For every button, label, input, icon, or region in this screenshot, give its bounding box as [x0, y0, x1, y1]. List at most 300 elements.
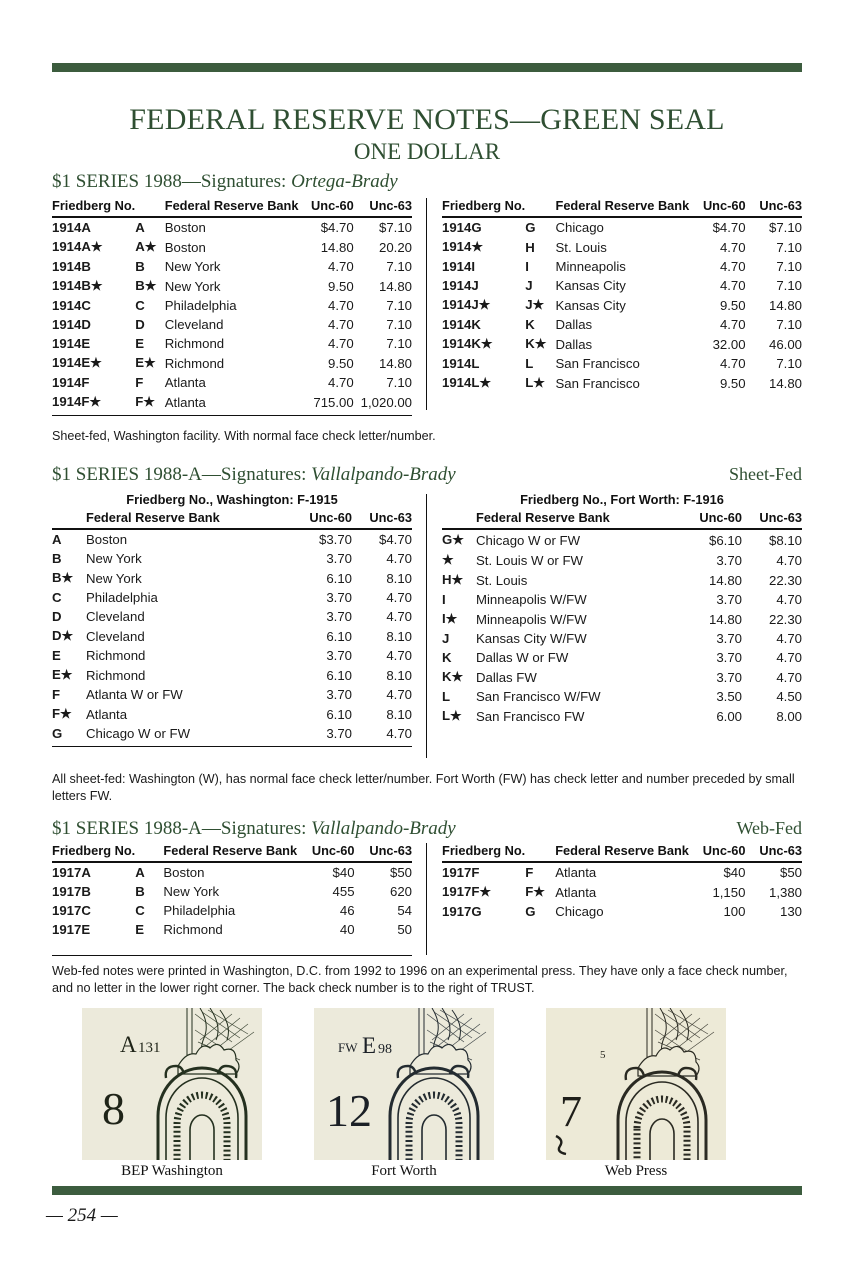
- cell-unc60: 4.70: [328, 375, 354, 390]
- cell-bank: New York: [86, 570, 142, 586]
- section-2-table-right: [442, 492, 802, 747]
- page-subtitle: ONE DOLLAR: [353, 139, 501, 164]
- specimen-image-fort-worth: [314, 1008, 494, 1160]
- cell-unc60: $40: [332, 865, 355, 880]
- col-header-letter: [525, 198, 555, 217]
- cell-letter: A: [52, 532, 62, 547]
- col-header-unc60: Unc-60: [689, 198, 745, 217]
- table-row: [442, 648, 802, 667]
- cell-unc60: 32.00: [712, 336, 746, 352]
- cell-unc63: 7.10: [776, 259, 802, 274]
- cell-bank: Cleveland: [164, 317, 224, 332]
- cell-letter: E: [52, 648, 61, 663]
- col-header-bank: Federal Reserve Bank: [165, 198, 299, 217]
- cell-unc63: $4.70: [378, 532, 412, 547]
- cell-unc60: 14.80: [320, 239, 354, 255]
- table-row: [52, 862, 412, 882]
- cell-fr: 1914C: [52, 298, 91, 313]
- cell-bank: Boston: [163, 865, 205, 880]
- cell-letter: K★: [442, 669, 464, 684]
- cell-unc63: 4.70: [386, 687, 412, 702]
- section-2-subheader-left: Friedberg No., Washington: F-1915: [126, 492, 338, 507]
- table-row: [442, 315, 802, 334]
- col-header-unc63: Unc-63: [742, 510, 802, 529]
- section-3-tables: [52, 843, 802, 956]
- cell-unc60: 6.10: [326, 628, 352, 644]
- section-2-table-left: [52, 492, 412, 747]
- cell-letter: G: [52, 726, 63, 741]
- cell-unc63: 7.10: [386, 336, 412, 351]
- table-row: [52, 626, 412, 646]
- cell-unc60: 3.70: [326, 551, 352, 566]
- cell-letter: K: [442, 650, 452, 665]
- table-row: [52, 704, 412, 724]
- cell-letter: ★: [442, 552, 454, 567]
- cell-fr: 1914A★: [52, 239, 103, 254]
- cell-unc60: 3.70: [716, 631, 742, 646]
- cell-bank: Dallas FW: [476, 669, 537, 685]
- banknote-detail-graphic: [82, 1008, 262, 1160]
- cell-bank: St. Louis: [476, 572, 528, 588]
- section-2-subheader-right: Friedberg No., Fort Worth: F-1916: [520, 492, 724, 507]
- col-header-unc63: Unc-63: [746, 198, 802, 217]
- cell-letter: J: [525, 278, 533, 293]
- cell-bank: Philadelphia: [163, 903, 236, 918]
- cell-unc60: 4.70: [328, 336, 354, 351]
- table-row: [52, 257, 412, 276]
- section-1-heading-prefix: $1 SERIES 1988—Signatures:: [52, 171, 292, 192]
- table-body: [442, 862, 802, 921]
- table-row: [52, 588, 412, 607]
- table-row: [52, 724, 412, 743]
- col-header-unc60: Unc-60: [290, 510, 352, 529]
- check-prefix-text: FW: [338, 1040, 358, 1055]
- col-header-letter: [525, 843, 555, 862]
- cell-letter: K: [525, 317, 535, 332]
- cell-unc60: 9.50: [719, 297, 746, 313]
- section-2-footnote: All sheet-fed: Washington (W), has normal face check letter/number. Fort Worth (FW) has check letter and number preceded by small letters FW.: [52, 772, 795, 803]
- cell-unc63: 4.70: [776, 669, 802, 685]
- cell-letter: C: [135, 298, 145, 313]
- cell-bank: Dallas: [555, 317, 593, 332]
- cell-letter: D★: [52, 628, 74, 643]
- table-row: [52, 646, 412, 665]
- cell-unc63: 50: [397, 922, 412, 937]
- cell-unc63: 4.70: [386, 590, 412, 605]
- table-bottom-rule: [52, 955, 412, 956]
- cell-unc60: 40: [339, 922, 355, 937]
- cell-unc63: 22.30: [768, 611, 802, 627]
- cell-fr: 1914I: [442, 259, 476, 274]
- banknote-detail-graphic: [314, 1008, 494, 1160]
- cell-bank: Atlanta: [86, 706, 128, 722]
- cell-unc60: 14.80: [708, 572, 742, 588]
- cell-letter: L: [442, 689, 451, 704]
- cell-letter: J: [442, 631, 450, 646]
- cell-letter: H★: [442, 572, 464, 587]
- cell-unc63: 4.70: [386, 726, 412, 741]
- col-header-bank: Federal Reserve Bank: [476, 510, 680, 529]
- cell-bank: Minneapolis W/FW: [476, 592, 587, 607]
- table-row: [52, 334, 412, 353]
- cell-unc63: 4.70: [776, 631, 802, 646]
- table-row: [52, 315, 412, 334]
- cell-letter: D: [135, 317, 145, 332]
- table-row: [52, 237, 412, 257]
- col-header-bank: Federal Reserve Bank: [163, 843, 297, 862]
- specimen-gallery: [52, 1008, 802, 1163]
- cell-unc60: 6.10: [326, 570, 352, 586]
- table-row: [442, 667, 802, 687]
- cell-unc60: 3.70: [716, 650, 742, 665]
- serial-digit-text: 7: [560, 1087, 582, 1136]
- column-divider: [426, 843, 427, 955]
- cell-fr: 1914K★: [442, 336, 493, 351]
- table-row: [442, 217, 802, 237]
- section-2-right-label: Sheet-Fed: [729, 464, 802, 484]
- cell-fr: 1914★: [442, 239, 484, 254]
- table-row: [52, 882, 412, 901]
- cell-unc63: 46.00: [768, 336, 802, 352]
- col-header-bank: Federal Reserve Bank: [555, 843, 689, 862]
- cell-unc63: $50: [389, 865, 412, 880]
- cell-fr: 1914L★: [442, 375, 492, 390]
- check-letter-text: A: [120, 1032, 137, 1057]
- table-row: [442, 629, 802, 648]
- cell-bank: New York: [164, 259, 221, 274]
- col-header-unc63: Unc-63: [352, 510, 412, 529]
- cell-bank: Philadelphia: [164, 298, 237, 313]
- cell-unc60: 3.70: [716, 592, 742, 607]
- check-letter-text: E: [362, 1033, 377, 1058]
- price-table: [52, 843, 412, 939]
- table-row: [442, 334, 802, 354]
- check-number-text: 98: [378, 1042, 392, 1057]
- section-3-signatures: Vallalpando-Brady: [311, 818, 456, 839]
- cell-unc63: 7.10: [776, 317, 802, 332]
- cell-letter: J★: [525, 297, 545, 312]
- cell-unc63: 8.10: [386, 628, 412, 644]
- cell-bank: Atlanta W or FW: [86, 687, 183, 702]
- cell-bank: Atlanta: [555, 865, 597, 880]
- cell-unc63: 7.10: [386, 259, 412, 274]
- cell-unc63: 8.00: [776, 708, 802, 724]
- table-row: [52, 665, 412, 685]
- section-3-heading-prefix: $1 SERIES 1988-A—Signatures:: [52, 818, 312, 839]
- cell-fr: 1917A: [52, 865, 91, 880]
- cell-unc63: 4.70: [386, 551, 412, 566]
- col-header-letter: [52, 510, 86, 529]
- table-row: [52, 296, 412, 315]
- section-1-table-right: [442, 198, 802, 416]
- cell-letter: L: [525, 356, 534, 371]
- price-table: [52, 510, 412, 743]
- cell-bank: New York: [86, 551, 142, 566]
- bottom-rule: [52, 1186, 802, 1195]
- table-body: [52, 862, 412, 939]
- cell-bank: Chicago W or FW: [86, 726, 191, 741]
- top-rule: [52, 63, 802, 72]
- cell-fr: 1917G: [442, 904, 482, 919]
- cell-unc60: 46: [339, 903, 355, 918]
- cell-letter: I: [525, 259, 529, 274]
- section-1-tables: [52, 198, 802, 416]
- cell-bank: Richmond: [164, 355, 225, 371]
- cell-unc63: 8.10: [386, 706, 412, 722]
- cell-fr: 1914B: [52, 259, 91, 274]
- cell-letter: B: [135, 259, 145, 274]
- cell-unc60: 3.70: [326, 590, 352, 605]
- cell-letter: L★: [525, 375, 546, 390]
- serial-digit-text: 8: [102, 1083, 125, 1134]
- cell-unc63: 4.70: [386, 648, 412, 663]
- section-1-footnote: Sheet-fed, Washington facility. With normal face check letter/number.: [52, 429, 436, 443]
- cell-fr: 1914D: [52, 317, 91, 332]
- col-header-bank: Federal Reserve Bank: [86, 510, 290, 529]
- cell-fr: 1917B: [52, 884, 91, 899]
- cell-unc63: 4.70: [776, 552, 802, 568]
- cell-fr: 1917F: [442, 865, 480, 880]
- col-header-unc63: Unc-63: [355, 843, 412, 862]
- page-number: — 254 —: [46, 1205, 118, 1226]
- table-row: [442, 609, 802, 629]
- table-row: [442, 529, 802, 550]
- cell-bank: San Francisco W/FW: [476, 689, 601, 704]
- table-row: [52, 901, 412, 920]
- cell-bank: Kansas City W/FW: [476, 631, 587, 646]
- cell-bank: New York: [163, 884, 220, 899]
- cell-fr: 1914K: [442, 317, 481, 332]
- column-divider: [426, 198, 427, 410]
- table-row: [52, 217, 412, 237]
- cell-unc60: 3.70: [326, 726, 352, 741]
- check-number-text: 5: [600, 1049, 606, 1061]
- cell-unc63: 14.80: [768, 375, 802, 391]
- section-3-right-label: Web-Fed: [736, 818, 802, 838]
- cell-letter: K★: [525, 336, 547, 351]
- cell-fr: 1917C: [52, 903, 91, 918]
- table-row: [442, 706, 802, 726]
- cell-unc60: 3.70: [326, 609, 352, 624]
- table-row: [52, 685, 412, 704]
- table-body: [52, 529, 412, 743]
- cell-unc63: 4.70: [386, 609, 412, 624]
- cell-unc60: 9.50: [328, 278, 354, 294]
- col-header-unc60: Unc-60: [298, 198, 353, 217]
- cell-bank: Atlanta: [555, 884, 597, 900]
- cell-unc63: 4.70: [776, 592, 802, 607]
- table-row: [442, 687, 802, 706]
- table-row: [442, 882, 802, 902]
- cell-unc63: 1,380: [768, 884, 802, 900]
- table-row: [442, 276, 802, 295]
- cell-unc63: 54: [397, 903, 412, 918]
- cell-unc63: 7.10: [386, 375, 412, 390]
- cell-fr: 1917F★: [442, 884, 492, 899]
- table-row: [52, 607, 412, 626]
- table-row: [52, 920, 412, 939]
- cell-bank: St. Louis: [555, 239, 607, 255]
- cell-unc63: 22.30: [768, 572, 802, 588]
- cell-bank: Minneapolis: [555, 259, 626, 274]
- cell-unc60: 4.70: [719, 278, 746, 293]
- table-row: [52, 549, 412, 568]
- column-divider: [426, 494, 427, 758]
- cell-unc60: 4.70: [719, 356, 746, 371]
- cell-fr: 1917E: [52, 922, 91, 937]
- cell-unc60: 6.10: [326, 667, 352, 683]
- cell-bank: Richmond: [86, 667, 146, 683]
- cell-bank: Cleveland: [86, 628, 145, 644]
- table-body: [52, 217, 412, 412]
- table-row: [52, 353, 412, 373]
- col-header-friedberg: Friedberg No.: [52, 843, 135, 862]
- cell-unc63: 14.80: [378, 355, 412, 371]
- cell-unc63: 620: [389, 884, 412, 899]
- table-row: [52, 568, 412, 588]
- cell-fr: 1914L: [442, 356, 480, 371]
- cell-bank: San Francisco FW: [476, 708, 585, 724]
- section-3-footnote: Web-fed notes were printed in Washington, D.C. from 1992 to 1996 on an experimental press. They have only a face check number, and no letter in the lower right corner. The back check number is to the right of TRUST.: [52, 964, 788, 995]
- cell-letter: D: [52, 609, 62, 624]
- cell-letter: B★: [135, 278, 157, 293]
- cell-unc60: 3.70: [326, 648, 352, 663]
- col-header-friedberg: Friedberg No.: [442, 843, 525, 862]
- col-header-letter: [442, 510, 476, 529]
- price-table: [442, 198, 802, 393]
- cell-unc60: 6.10: [326, 706, 352, 722]
- cell-bank: New York: [164, 278, 221, 294]
- cell-unc60: $3.70: [318, 532, 352, 547]
- cell-fr: 1914E: [52, 336, 91, 351]
- cell-unc60: $6.10: [708, 532, 742, 548]
- cell-unc60: 3.70: [326, 687, 352, 702]
- table-bottom-rule: [52, 746, 412, 747]
- table-body: [442, 529, 802, 726]
- cell-bank: Dallas W or FW: [476, 650, 569, 665]
- col-header-unc60: Unc-60: [689, 843, 746, 862]
- cell-unc63: 7.10: [776, 239, 802, 255]
- cell-fr: 1914J★: [442, 297, 491, 312]
- table-bottom-rule: [52, 415, 412, 416]
- cell-letter: B: [135, 884, 145, 899]
- cell-unc60: 455: [332, 884, 355, 899]
- cell-unc60: 14.80: [708, 611, 742, 627]
- specimen-image-web-press: [546, 1008, 726, 1160]
- col-header-friedberg: Friedberg No.: [442, 198, 525, 217]
- table-row: [52, 276, 412, 296]
- cell-bank: Chicago: [555, 904, 604, 919]
- cell-fr: 1914A: [52, 220, 91, 235]
- cell-unc63: $7.10: [378, 220, 412, 235]
- cell-bank: Cleveland: [86, 609, 145, 624]
- cell-unc63: 20.20: [378, 239, 412, 255]
- table-row: [442, 862, 802, 882]
- page-title: FEDERAL RESERVE NOTES—GREEN SEAL: [129, 103, 725, 136]
- cell-unc60: 4.70: [719, 317, 746, 332]
- table-row: [52, 529, 412, 549]
- cell-unc63: 8.10: [386, 570, 412, 586]
- cell-unc60: 4.70: [328, 298, 354, 313]
- cell-unc60: 9.50: [328, 355, 354, 371]
- price-table: [442, 843, 802, 921]
- cell-fr: 1914B★: [52, 278, 103, 293]
- section-2-tables: [52, 492, 802, 747]
- cell-letter: G: [525, 904, 536, 919]
- cell-fr: 1914E★: [52, 355, 102, 370]
- col-header-unc60: Unc-60: [680, 510, 742, 529]
- cell-letter: A★: [135, 239, 157, 254]
- cell-bank: Kansas City: [555, 278, 626, 293]
- cell-letter: L★: [442, 708, 462, 723]
- cell-letter: H: [525, 239, 535, 255]
- cell-unc60: 9.50: [719, 375, 746, 391]
- table-row: [442, 550, 802, 570]
- cell-unc60: 3.50: [716, 689, 742, 704]
- cell-letter: C: [52, 590, 62, 605]
- serial-digit-text: 12: [326, 1085, 372, 1136]
- cell-fr: 1914G: [442, 220, 482, 235]
- cell-unc63: 14.80: [768, 297, 802, 313]
- cell-bank: San Francisco: [555, 356, 640, 371]
- cell-letter: F★: [135, 394, 156, 409]
- cell-bank: Richmond: [164, 336, 225, 351]
- col-header-letter: [135, 843, 163, 862]
- section-3-table-left: [52, 843, 412, 956]
- specimen-caption-bep-washington: BEP Washington: [121, 1163, 223, 1179]
- cell-letter: G: [525, 220, 536, 235]
- cell-unc60: 715.00: [313, 394, 354, 410]
- cell-unc60: $40: [723, 865, 746, 880]
- cell-bank: Richmond: [163, 922, 223, 937]
- col-header-unc63: Unc-63: [354, 198, 412, 217]
- cell-unc60: 4.70: [719, 259, 746, 274]
- cell-letter: F★: [525, 884, 546, 899]
- cell-letter: A: [135, 220, 145, 235]
- section-2-signatures: Vallalpando-Brady: [311, 464, 456, 485]
- cell-bank: Boston: [86, 532, 128, 547]
- banknote-detail-graphic: [546, 1008, 726, 1160]
- cell-unc60: 3.70: [716, 552, 742, 568]
- cell-bank: Philadelphia: [86, 590, 158, 605]
- cell-letter: A: [135, 865, 145, 880]
- cell-bank: Richmond: [86, 648, 146, 663]
- table-row: [442, 590, 802, 609]
- cell-unc60: 4.70: [328, 317, 354, 332]
- cell-letter: I★: [442, 611, 458, 626]
- cell-letter: E★: [135, 355, 156, 370]
- cell-unc63: 130: [779, 904, 802, 919]
- cell-bank: Kansas City: [555, 297, 626, 313]
- cell-unc63: 1,020.00: [360, 394, 412, 410]
- cell-letter: E★: [52, 667, 73, 682]
- cell-letter: C: [135, 903, 145, 918]
- cell-unc63: 7.10: [386, 298, 412, 313]
- cell-fr: 1914F★: [52, 394, 102, 409]
- table-row: [442, 373, 802, 393]
- cell-fr: 1914J: [442, 278, 479, 293]
- col-header-bank: Federal Reserve Bank: [556, 198, 690, 217]
- table-row: [442, 570, 802, 590]
- cell-unc60: 1,150: [712, 884, 746, 900]
- section-1-table-left: [52, 198, 412, 416]
- cell-unc60: 3.70: [716, 669, 742, 685]
- col-header-unc60: Unc-60: [297, 843, 354, 862]
- price-table: [442, 510, 802, 726]
- table-row: [442, 902, 802, 921]
- cell-bank: Atlanta: [164, 375, 206, 390]
- price-table: [52, 198, 412, 412]
